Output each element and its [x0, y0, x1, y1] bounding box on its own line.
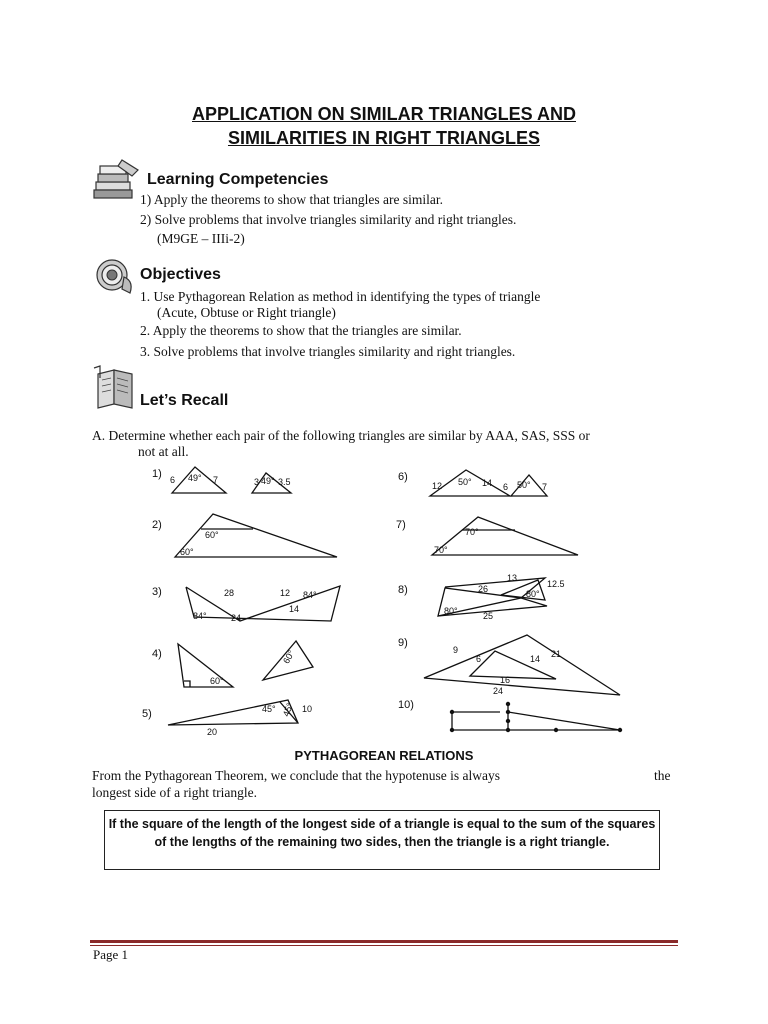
- item-number-2: 2): [152, 519, 162, 531]
- label: 60°: [281, 648, 297, 666]
- label: 70°: [465, 527, 479, 537]
- label: 50°: [517, 480, 531, 490]
- label: 7: [542, 482, 548, 492]
- label: 6: [476, 654, 482, 664]
- label: 80°: [526, 589, 540, 599]
- page-title-line2: SIMILARITIES IN RIGHT TRIANGLES: [227, 128, 540, 148]
- label: 3: [254, 477, 260, 487]
- label: 45°: [262, 704, 276, 714]
- label: 12: [432, 481, 443, 491]
- label: 84°: [193, 611, 207, 621]
- label: 60°: [205, 530, 219, 540]
- pythagorean-line1-left: From the Pythagorean Theorem, we conclude that the hypotenuse is always: [92, 768, 501, 783]
- competency-item-2: 2) Solve problems that involve triangles similarity and right triangles.: [140, 212, 517, 227]
- label: 70°: [434, 545, 448, 555]
- objective-item-3: 3. Solve problems that involve triangles similarity and right triangles.: [140, 344, 516, 359]
- item-number-4: 4): [152, 648, 162, 660]
- label: 9: [453, 645, 459, 655]
- recall-heading: Let’s Recall: [140, 392, 229, 409]
- label: 24: [231, 613, 242, 623]
- label: 3.5: [278, 477, 291, 487]
- objective-item-1-cont: (Acute, Obtuse or Right triangle): [157, 305, 336, 320]
- competency-item-1: 1) Apply the theorems to show that triangles are similar.: [140, 192, 443, 207]
- label: 45°: [280, 701, 295, 718]
- label: 25: [483, 611, 494, 621]
- item-number-8: 8): [398, 584, 408, 596]
- label: 60°: [180, 547, 194, 557]
- label: 24: [493, 686, 504, 696]
- label: 20: [207, 727, 218, 737]
- recall-instruction-line1: A. Determine whether each pair of the following triangles are similar by AAA, SAS, SSS or: [92, 428, 590, 443]
- label: 80°: [444, 606, 458, 616]
- item-number-7: 7): [396, 519, 406, 531]
- objective-item-1: 1. Use Pythagorean Relation as method in identifying the types of triangle: [140, 289, 541, 304]
- item-number-5: 5): [142, 708, 152, 720]
- pythagorean-heading: PYTHAGOREAN RELATIONS: [294, 748, 474, 763]
- label: 49°: [188, 473, 202, 483]
- label: 60°: [210, 676, 224, 686]
- label: 26: [478, 584, 489, 594]
- label: 14: [289, 604, 300, 614]
- competency-code: (M9GE – IIIi-2): [157, 231, 245, 246]
- objectives-heading: Objectives: [140, 266, 221, 283]
- theorem-text: If the square of the length of the longest side of a triangle is equal to the sum of the squares of the lengths of the remaining two sides, then the triangle is a right triangle.: [108, 817, 656, 849]
- label: 21: [551, 649, 562, 659]
- objective-item-2: 2. Apply the theorems to show that the triangles are similar.: [140, 323, 462, 338]
- footer-rule: [90, 940, 678, 943]
- item-number-3: 3): [152, 586, 162, 598]
- label: 14: [482, 478, 493, 488]
- label: 28: [224, 588, 235, 598]
- label: 84°: [303, 590, 317, 600]
- item-number-10: 10): [398, 699, 414, 711]
- item-number-9: 9): [398, 637, 408, 649]
- recall-instruction-line2: not at all.: [138, 444, 189, 459]
- label: 12: [280, 588, 291, 598]
- pythagorean-line2: longest side of a right triangle.: [92, 785, 257, 800]
- page-title-line1: APPLICATION ON SIMILAR TRIANGLES AND: [192, 104, 576, 124]
- theorem-box: [104, 810, 660, 870]
- label: 14: [530, 654, 541, 664]
- label: 49°: [261, 476, 275, 486]
- item-number-1: 1): [152, 468, 162, 480]
- label: 50°: [458, 477, 472, 487]
- page-number: Page 1: [93, 947, 129, 962]
- item-number-6: 6): [398, 471, 408, 483]
- label: 6: [503, 482, 509, 492]
- pythagorean-line1-right: the: [654, 768, 671, 783]
- footer-rule-thin: [90, 945, 678, 946]
- label: 12.5: [547, 579, 565, 589]
- label: 7: [213, 475, 219, 485]
- label: 10: [302, 704, 313, 714]
- competencies-heading: Learning Competencies: [147, 171, 329, 188]
- label: 16: [500, 675, 511, 685]
- label: 6: [170, 475, 176, 485]
- label: 13: [507, 573, 518, 583]
